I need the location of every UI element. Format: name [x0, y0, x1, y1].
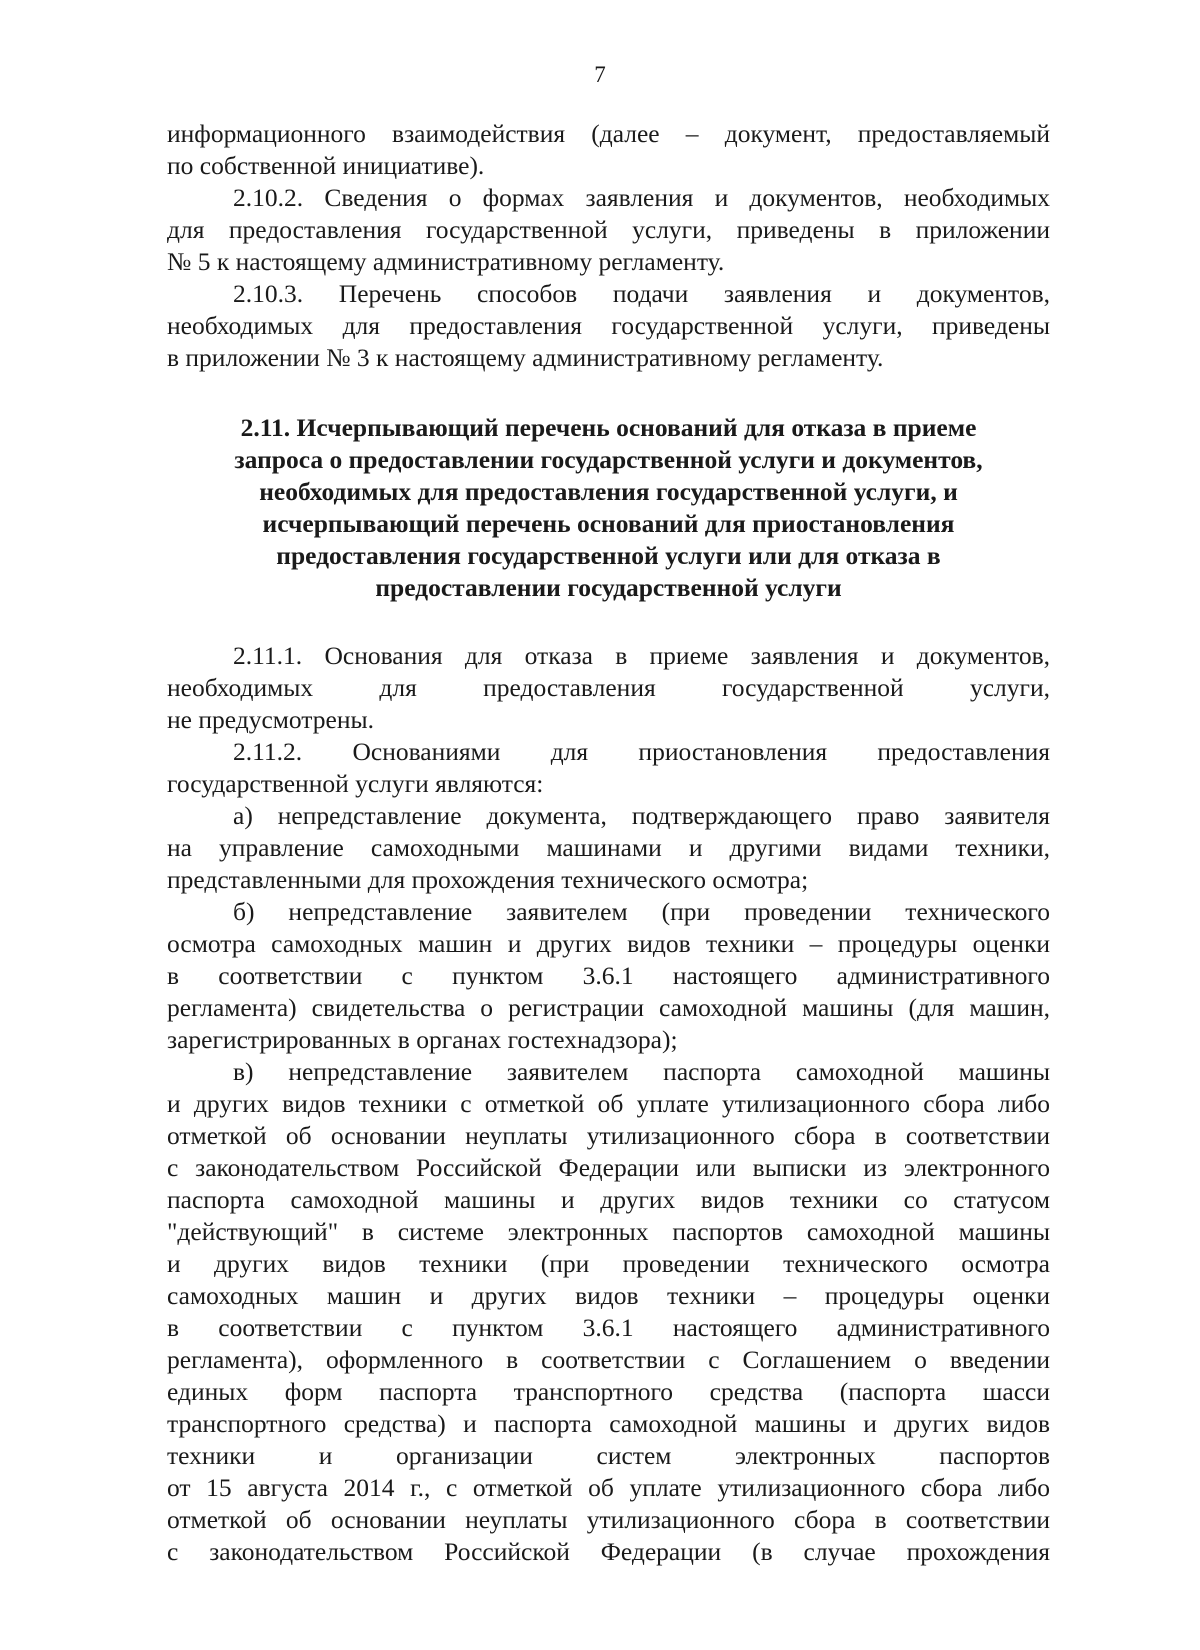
text-line: отметкой об основании неуплаты утилизационного сбора в соответствии — [167, 1121, 1050, 1150]
text-line: необходимых для предоставления государственной услуги, — [167, 673, 1050, 702]
text-line: зарегистрированных в органах гостехнадзора); — [167, 1025, 678, 1054]
paragraph-2-11-2 — [167, 736, 1050, 800]
text-line: осмотра самоходных машин и других видов техники – процедуры оценки — [167, 929, 1050, 958]
list-item-a — [167, 800, 1050, 896]
paragraph-continuation — [167, 118, 1050, 182]
text-line: представленными для прохождения технического осмотра; — [167, 865, 809, 894]
text-line: № 5 к настоящему административному регламенту. — [167, 247, 725, 276]
text-line: с законодательством Российской Федерации или выписки из электронного — [167, 1153, 1050, 1182]
text-line: регламента) свидетельства о регистрации самоходной машины (для машин, — [167, 993, 1050, 1022]
text-line: техники и организации систем электронных паспортов — [167, 1441, 1050, 1470]
text-line: для предоставления государственной услуги, приведены в приложении — [167, 215, 1050, 244]
text-line: с законодательством Российской Федерации (в случае прохождения — [167, 1537, 1050, 1566]
text-line: самоходных машин и других видов техники – процедуры оценки — [167, 1281, 1050, 1310]
page-number: 7 — [594, 62, 606, 87]
paragraph-2-11-1 — [167, 640, 1050, 736]
text-line: в) непредставление заявителем паспорта самоходной машины — [233, 1057, 1050, 1086]
text-line: государственной услуги являются: — [167, 769, 544, 798]
heading-line: предоставлении государственной услуги — [375, 573, 842, 602]
text-line: и других видов техники с отметкой об уплате утилизационного сбора либо — [167, 1089, 1050, 1118]
text-line: отметкой об основании неуплаты утилизационного сбора в соответствии — [167, 1505, 1050, 1534]
text-line: и других видов техники (при проведении технического осмотра — [167, 1249, 1050, 1278]
text-line: от 15 августа 2014 г., с отметкой об уплате утилизационного сбора либо — [167, 1473, 1050, 1502]
heading-line: необходимых для предоставления государственной услуги, и — [259, 477, 958, 506]
text-line: на управление самоходными машинами и другими видами техники, — [167, 833, 1050, 862]
document-body — [167, 118, 1050, 1568]
section-heading-2-11 — [167, 412, 1050, 604]
text-line: информационного взаимодействия (далее – документ, предоставляемый — [167, 119, 1050, 148]
text-line: регламента), оформленного в соответствии с Соглашением о введении — [167, 1345, 1050, 1374]
text-line: транспортного средства) и паспорта самоходной машины и других видов — [167, 1409, 1050, 1438]
text-line: необходимых для предоставления государственной услуги, приведены — [167, 311, 1050, 340]
paragraph-2-10-3 — [167, 278, 1050, 374]
text-line: в соответствии с пунктом 3.6.1 настоящего административного — [167, 961, 1050, 990]
list-item-v — [167, 1056, 1050, 1568]
text-line: в приложении № 3 к настоящему административному регламенту. — [167, 343, 884, 372]
heading-line: запроса о предоставлении государственной услуги и документов, — [234, 445, 983, 474]
list-item-b — [167, 896, 1050, 1056]
text-line: паспорта самоходной машины и других видов техники со статусом — [167, 1185, 1050, 1214]
text-line: единых форм паспорта транспортного средства (паспорта шасси — [167, 1377, 1050, 1406]
text-line: 2.11.1. Основания для отказа в приеме заявления и документов, — [233, 641, 1050, 670]
text-line: по собственной инициативе). — [167, 151, 485, 180]
text-line: а) непредставление документа, подтверждающего право заявителя — [233, 801, 1050, 830]
text-line: в соответствии с пунктом 3.6.1 настоящего административного — [167, 1313, 1050, 1342]
text-line: 2.10.3. Перечень способов подачи заявления и документов, — [233, 279, 1050, 308]
heading-line: исчерпывающий перечень оснований для приостановления — [262, 509, 955, 538]
text-line: 2.10.2. Сведения о формах заявления и документов, необходимых — [233, 183, 1050, 212]
paragraph-2-10-2 — [167, 182, 1050, 278]
text-line: "действующий" в системе электронных паспортов самоходной машины — [167, 1217, 1050, 1246]
heading-line: предоставления государственной услуги или для отказа в — [276, 541, 941, 570]
text-line: б) непредставление заявителем (при проведении технического — [233, 897, 1050, 926]
text-line: 2.11.2. Основаниями для приостановления предоставления — [233, 737, 1050, 766]
heading-line: 2.11. Исчерпывающий перечень оснований для отказа в приеме — [240, 413, 977, 442]
text-line: не предусмотрены. — [167, 705, 374, 734]
